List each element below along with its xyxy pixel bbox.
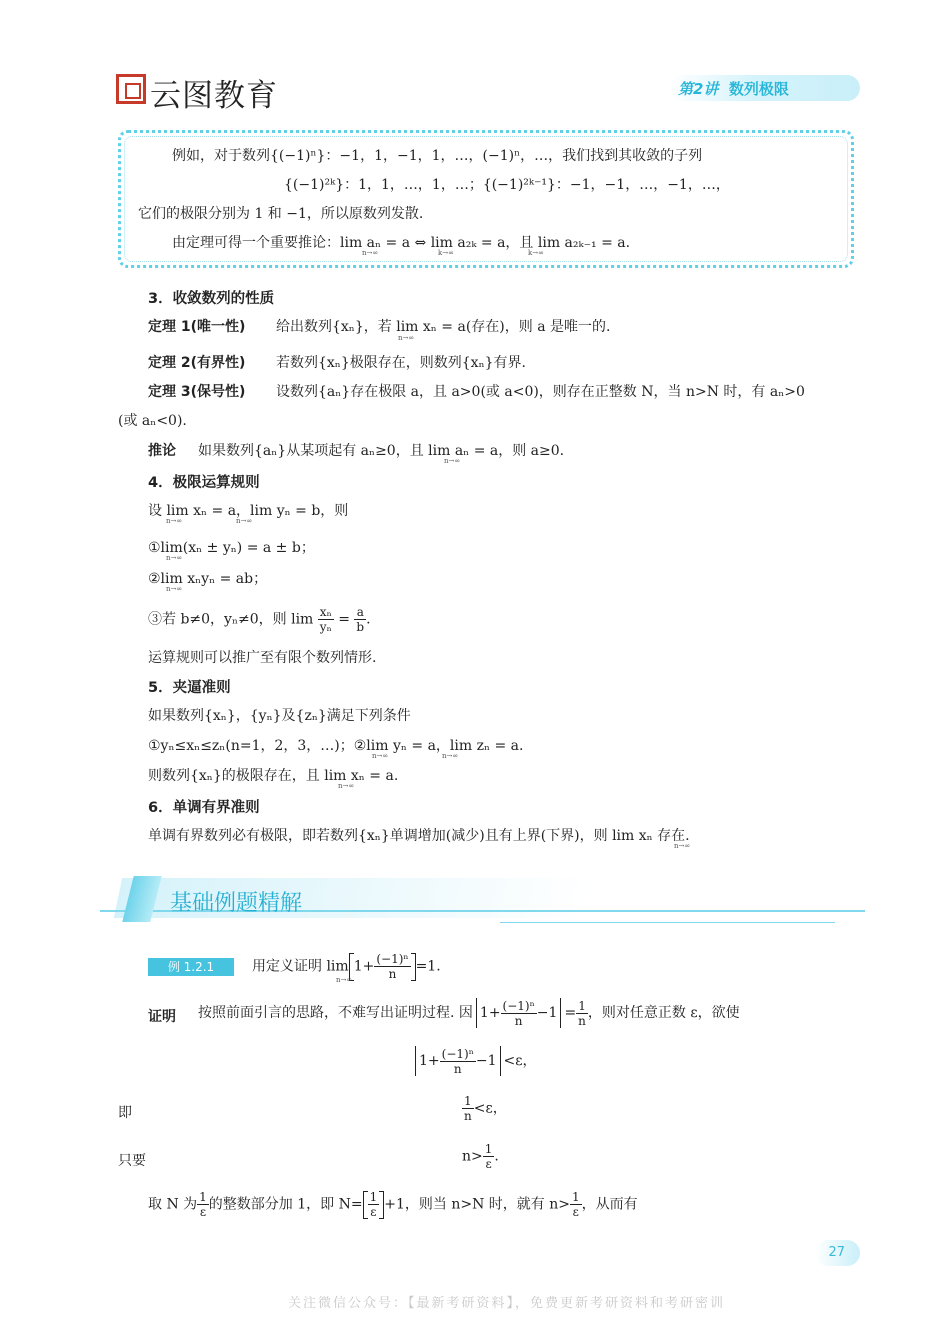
- ji-label: 即: [118, 1105, 132, 1121]
- rule-extend: 运算规则可以推广至有限个数列情形.: [148, 650, 377, 666]
- page-number-tab: [815, 1240, 860, 1266]
- squeeze-intro: 如果数列{xₙ}，{yₙ}及{zₙ}满足下列条件: [148, 708, 411, 724]
- squeeze-conditions: ①yₙ≤xₙ≤zₙ(n=1，2，3，…)；②lim yₙ = a，lim zₙ = a.: [148, 738, 524, 754]
- proof-label: 证明: [148, 1009, 176, 1025]
- example-badge: 例 1.2.1: [148, 958, 234, 976]
- section-6-heading: 6．单调有界准则: [148, 800, 260, 816]
- corollary-label: 推论: [148, 443, 176, 459]
- box-sub-1: n→∞: [362, 249, 379, 257]
- section-title: 基础例题精解: [170, 891, 303, 916]
- box-sub-3: k→∞: [528, 249, 544, 257]
- squeeze-conclusion: 则数列{xₙ}的极限存在，且 lim xₙ = a.: [148, 768, 399, 784]
- zhiyao-label: 只要: [118, 1153, 146, 1169]
- section-4-heading: 4．极限运算规则: [148, 475, 260, 491]
- page-number: 27: [828, 1245, 845, 1260]
- rule-2-sub: n→∞: [166, 585, 183, 593]
- rule-intro-sub-2: n→∞: [236, 517, 253, 525]
- example-sub: n→∞: [336, 976, 353, 984]
- section-3-heading: 3．收敛数列的性质: [148, 291, 275, 307]
- squeeze-sub-1: n→∞: [372, 752, 389, 760]
- theorem-3-label: 定理 3(保号性): [148, 384, 246, 400]
- box-line-2: {(−1)²ᵏ}：1，1，…，1，…；{(−1)²ᵏ⁻¹}：−1，−1，…，−1，…，: [284, 177, 730, 193]
- rule-3: ③若 b≠0，yₙ≠0，则 lim $\frac{\text{xₙ}}{\text{yₙ}}$ = $\frac{a}{b}$ .: [148, 605, 371, 634]
- monotone-sub: n→∞: [674, 842, 691, 850]
- rule-intro-sub-1: n→∞: [166, 517, 183, 525]
- rule-1: ①lim(xₙ ± yₙ) = a ± b；: [148, 540, 315, 556]
- box-sub-2: k→∞: [438, 249, 454, 257]
- corollary-text: 如果数列{aₙ}从某项起有 aₙ≥0，且 lim aₙ = a，则 a≥0.: [198, 443, 565, 459]
- rule-2: ②lim xₙyₙ = ab；: [148, 571, 268, 587]
- footer-watermark: 关注微信公众号：【最新考研资料】，免费更新考研资料和考研密训: [288, 1296, 726, 1311]
- proof-inequality: 1+ $\frac{\text{(−1)ⁿ}}{n}$ −1 <ε，: [412, 1046, 537, 1076]
- rule-3-fraction-2: $\frac{a}{b}$: [356, 605, 365, 634]
- proof-last-line: 取 N 为 $\frac{1}{\varepsilon}$ 的整数部分加 1，即 N= $\frac{1}{\varepsilon}$ +1，则当 n>N 时，就有 n> $\frac{1}{\varepsilon}$ ，从而有: [148, 1190, 638, 1219]
- example-prompt: 用定义证明 lim 1+ $\frac{\text{(−1)ⁿ}}{n}$ =1.: [252, 952, 441, 981]
- theorem-1-text: 给出数列{xₙ}，若 lim xₙ = a(存在)，则 a 是唯一的.: [276, 319, 611, 335]
- rule-1-sub: n→∞: [166, 554, 183, 562]
- chapter-title: 数列极限: [728, 80, 789, 98]
- rule-intro: 设 lim xₙ = a，lim yₙ = b，则: [148, 503, 349, 519]
- theorem-2-label: 定理 2(有界性): [148, 355, 246, 371]
- box-line-1: 例如，对于数列{(−1)ⁿ}：−1，1，−1，1，…，(−1)ⁿ，…，我们找到其收敛的子列: [172, 148, 703, 164]
- chapter-label: [678, 78, 789, 99]
- logo-text: 云图教育: [150, 78, 278, 114]
- box-line-3: 它们的极限分别为 1 和 −1，所以原数列发散.: [138, 206, 424, 222]
- chapter-number: 第2讲: [678, 80, 719, 98]
- theorem-1-label: 定理 1(唯一性): [148, 319, 246, 335]
- proof-one-over-n: $\frac{1}{n}$ <ε，: [464, 1094, 507, 1123]
- proof-line-1: 按照前面引言的思路，不难写出证明过程. 因 1+ $\frac{\text{(−1)ⁿ}}{n}$ −1 = $\frac{1}{n}$ ，则对任意正数 ε，欲使: [198, 998, 740, 1028]
- proof-n-gt: n> $\frac{1}{\varepsilon}$ .: [462, 1142, 499, 1171]
- section-banner: [100, 874, 865, 924]
- theorem-2-text: 若数列{xₙ}极限存在，则数列{xₙ}有界.: [276, 355, 526, 371]
- squeeze-sub-3: n→∞: [338, 782, 355, 790]
- squeeze-sub-2: n→∞: [442, 752, 459, 760]
- section-5-heading: 5．夹逼准则: [148, 680, 231, 696]
- theorem-3-cont: (或 aₙ<0).: [118, 413, 187, 429]
- rule-3-fraction-1: $\frac{\text{xₙ}}{\text{yₙ}}$: [319, 605, 332, 634]
- rule-3-pre: ③若 b≠0，yₙ≠0，则 lim: [148, 611, 314, 628]
- box-line-4: 由定理可得一个重要推论：lim aₙ = a ⇔ lim a₂ₖ = a，且 lim a₂ₖ₋₁ = a.: [172, 235, 631, 251]
- theorem-1-sub: n→∞: [398, 334, 415, 342]
- monotone-text: 单调有界数列必有极限，即若数列{xₙ}单调增加(减少)且有上界(下界)，则 lim xₙ 存在.: [148, 828, 690, 844]
- theorem-3-text: 设数列{aₙ}存在极限 a，且 a>0(或 a<0)，则存在正整数 N，当 n>N 时，有 aₙ>0: [276, 384, 805, 400]
- corollary-sub: n→∞: [444, 457, 461, 465]
- logo-icon: [116, 74, 146, 104]
